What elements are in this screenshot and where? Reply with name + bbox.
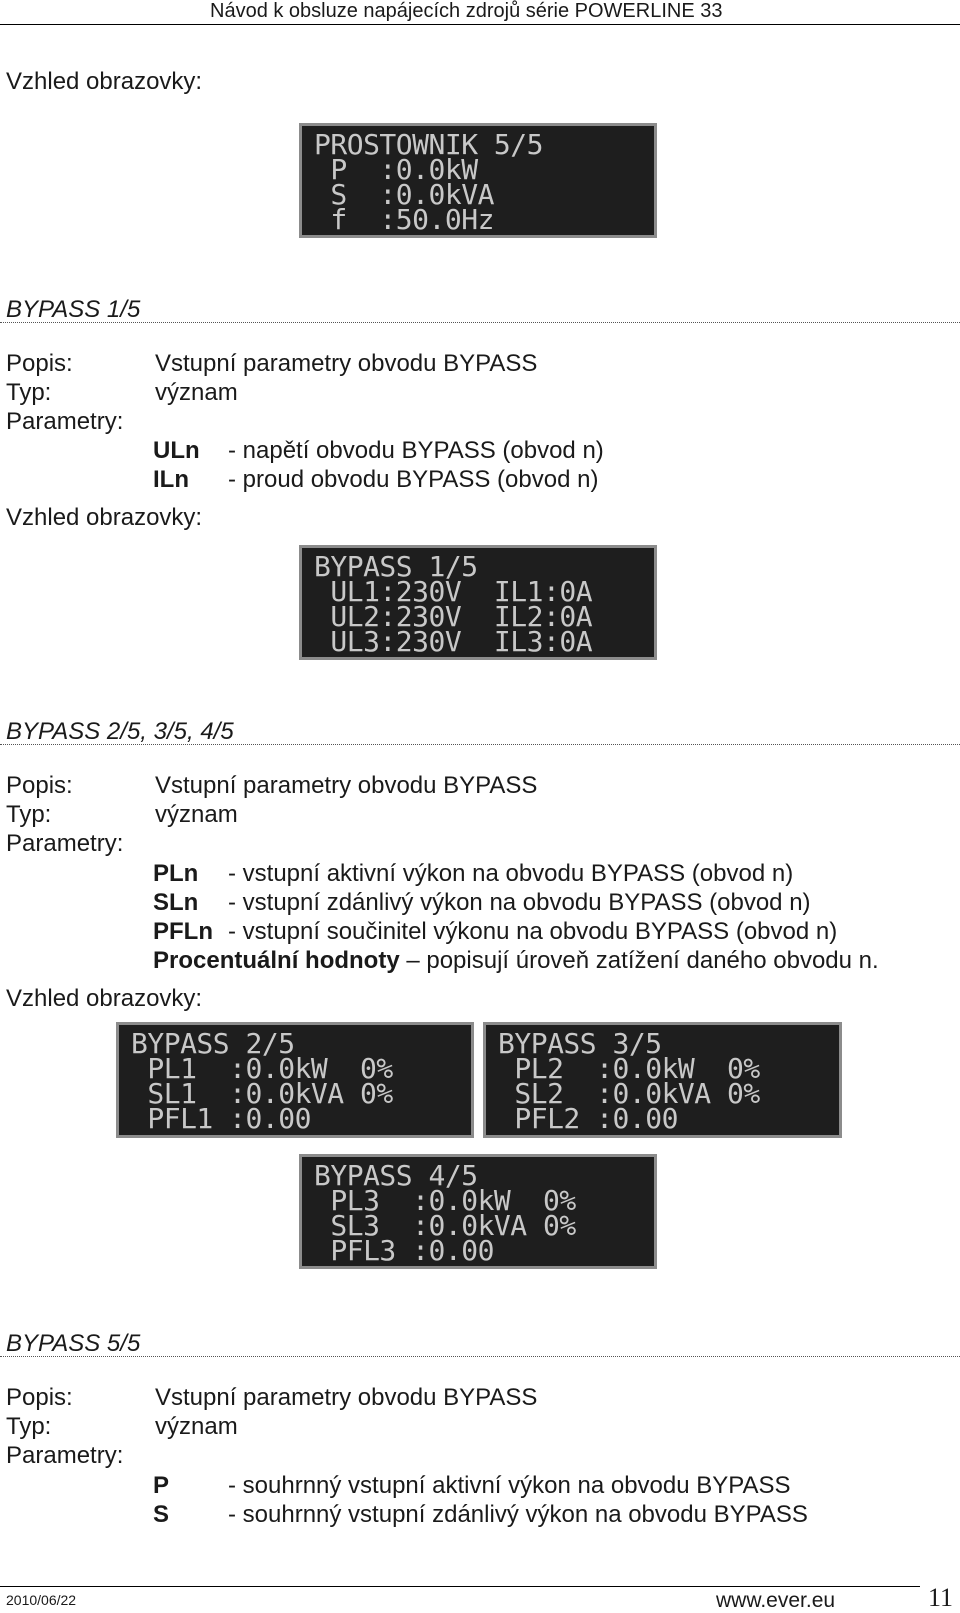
lcd-line: f :50.0Hz <box>314 203 494 236</box>
typ-value: význam <box>155 379 238 406</box>
lcd-screen-prostownik <box>299 123 657 238</box>
footer-url: www.ever.eu <box>716 1589 836 1612</box>
screen-label: Vzhled obrazovky: <box>6 985 203 1012</box>
param-name: ILn <box>153 466 189 493</box>
typ-label: Typ: <box>6 801 52 828</box>
param-desc: - vstupní součinitel výkonu na obvodu BYPASS (obvod n) <box>228 918 838 945</box>
param-name: PFLn <box>153 918 213 945</box>
param-desc: - vstupní aktivní výkon na obvodu BYPASS (obvod n) <box>228 860 794 887</box>
param-desc: - napětí obvodu BYPASS (obvod n) <box>228 437 604 464</box>
section-title-bypass-2-4: BYPASS 2/5, 3/5, 4/5 <box>6 718 234 745</box>
lcd-line: UL1:230V IL1:0A <box>314 575 593 608</box>
lcd-line: PL2 :0.0kW 0% <box>498 1052 760 1085</box>
lcd-screen-bypass-4 <box>299 1154 657 1269</box>
lcd-line: SL2 :0.0kVA 0% <box>498 1077 760 1110</box>
page-number: 11 <box>928 1583 954 1612</box>
lcd-line: P :0.0kW <box>314 153 478 186</box>
lcd-line: PROSTOWNIK 5/5 <box>314 128 544 161</box>
typ-value: význam <box>155 1413 238 1440</box>
intro-screen-label: Vzhled obrazovky: <box>6 68 203 95</box>
lcd-line: UL2:230V IL2:0A <box>314 600 593 633</box>
lcd-line: BYPASS 4/5 <box>314 1159 478 1192</box>
section-divider <box>0 744 960 745</box>
param-desc: - souhrnný vstupní aktivní výkon na obvodu BYPASS <box>228 1472 791 1499</box>
lcd-line: PFL2 :0.00 <box>498 1102 678 1135</box>
section-divider <box>0 1356 960 1357</box>
param-desc: - souhrnný vstupní zdánlivý výkon na obvodu BYPASS <box>228 1501 808 1528</box>
lcd-line: UL3:230V IL3:0A <box>314 625 593 658</box>
section-title-bypass-5: BYPASS 5/5 <box>6 1330 141 1357</box>
popis-label: Popis: <box>6 772 73 799</box>
lcd-line: PFL3 :0.00 <box>314 1234 494 1267</box>
parametry-label: Parametry: <box>6 408 124 435</box>
param-name: SLn <box>153 889 199 916</box>
popis-label: Popis: <box>6 350 73 377</box>
typ-label: Typ: <box>6 1413 52 1440</box>
lcd-screen-bypass-1 <box>299 545 657 660</box>
screen-label: Vzhled obrazovky: <box>6 504 203 531</box>
lcd-line: SL3 :0.0kVA 0% <box>314 1209 576 1242</box>
lcd-line: BYPASS 2/5 <box>131 1027 295 1060</box>
param-name: P <box>153 1472 170 1499</box>
section-divider <box>0 322 960 323</box>
param-desc: - proud obvodu BYPASS (obvod n) <box>228 466 599 493</box>
typ-value: význam <box>155 801 238 828</box>
typ-label: Typ: <box>6 379 52 406</box>
parametry-label: Parametry: <box>6 1442 124 1469</box>
lcd-line: PL3 :0.0kW 0% <box>314 1184 576 1217</box>
percent-note-bold: Procentuální hodnoty <box>153 947 400 974</box>
document-header-title: Návod k obsluze napájecích zdrojů série POWERLINE 33 <box>210 0 723 22</box>
param-name: PLn <box>153 860 199 887</box>
popis-value: Vstupní parametry obvodu BYPASS <box>155 350 538 377</box>
lcd-line: BYPASS 1/5 <box>314 550 478 583</box>
lcd-screen-bypass-2 <box>116 1022 474 1138</box>
parametry-label: Parametry: <box>6 830 124 857</box>
percent-note <box>153 947 879 975</box>
popis-value: Vstupní parametry obvodu BYPASS <box>155 1384 538 1411</box>
param-name: S <box>153 1501 170 1528</box>
popis-value: Vstupní parametry obvodu BYPASS <box>155 772 538 799</box>
section-title-bypass-1: BYPASS 1/5 <box>6 296 141 323</box>
lcd-line: PFL1 :0.00 <box>131 1102 311 1135</box>
popis-label: Popis: <box>6 1384 73 1411</box>
lcd-line: SL1 :0.0kVA 0% <box>131 1077 393 1110</box>
footer-rule <box>0 1586 920 1587</box>
footer-date: 2010/06/22 <box>6 1592 77 1608</box>
lcd-line: S :0.0kVA <box>314 178 494 211</box>
percent-note-text: – popisují úroveň zatížení daného obvodu n. <box>399 947 879 974</box>
lcd-line: PL1 :0.0kW 0% <box>131 1052 393 1085</box>
param-name: ULn <box>153 437 200 464</box>
param-desc: - vstupní zdánlivý výkon na obvodu BYPASS (obvod n) <box>228 889 811 916</box>
header-rule <box>0 24 960 25</box>
lcd-line: BYPASS 3/5 <box>498 1027 662 1060</box>
lcd-screen-bypass-3 <box>483 1022 842 1138</box>
